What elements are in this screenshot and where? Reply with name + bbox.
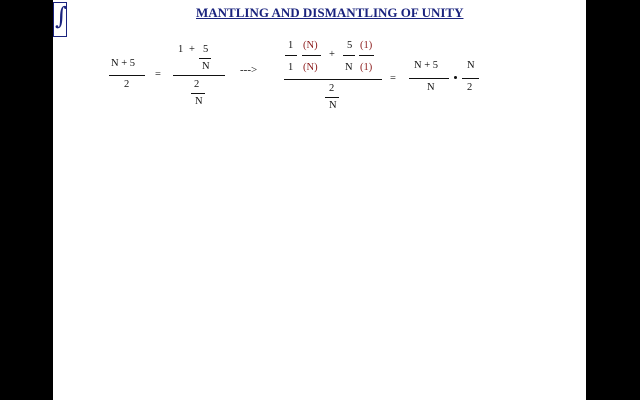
exp-term1-bar [285,55,297,56]
exp-den-den: N [329,100,337,111]
exp-den-num: 2 [329,83,335,94]
cf-inner-bar [199,58,211,59]
exp-term2-mult-num: (1) [360,40,373,51]
cf-den-bar [191,93,205,94]
cf-den-denominator: N [195,96,203,107]
lhs-denominator: 2 [124,79,130,90]
exp-term1-mult-bar [302,55,321,56]
exp-term1-num: 1 [288,40,294,51]
exp-term2-mult-den: (1) [360,62,373,73]
cf-num-plus: + [189,44,195,55]
multiplication-dot [454,76,457,79]
cf-den-numerator: 2 [194,79,200,90]
lhs-fraction-bar [109,75,145,76]
lhs-numerator: N + 5 [111,58,136,69]
equals-sign-2: = [390,73,396,84]
exp-term2-mult-bar [359,55,374,56]
exp-term2-num: 5 [347,40,353,51]
exp-term2-den: N [345,62,353,73]
exp-main-bar [284,79,382,80]
res-frac1-bar [409,78,449,79]
cf-inner-numerator: 5 [203,44,209,55]
exp-term2-bar [343,55,355,56]
exp-plus: + [329,49,335,60]
res-frac2-num: N [467,60,475,71]
slide [53,0,586,400]
res-frac2-den: 2 [467,82,473,93]
implies-arrow: ---> [240,64,258,76]
res-frac2-bar [462,78,479,79]
res-frac1-num: N + 5 [414,60,439,71]
slide-title: MANTLING AND DISMANTLING OF UNITY [196,5,464,20]
integral-logo [53,2,67,37]
res-frac1-den: N [427,82,435,93]
equals-sign-1: = [155,69,161,80]
integral-icon: ∫ [55,2,68,30]
cf-main-bar [173,75,225,76]
cf-inner-denominator: N [202,61,210,72]
exp-term1-den: 1 [288,62,294,73]
exp-den-bar [325,97,339,98]
exp-term1-mult-den: (N) [303,62,318,73]
cf-num-one: 1 [178,44,184,55]
exp-term1-mult-num: (N) [303,40,318,51]
